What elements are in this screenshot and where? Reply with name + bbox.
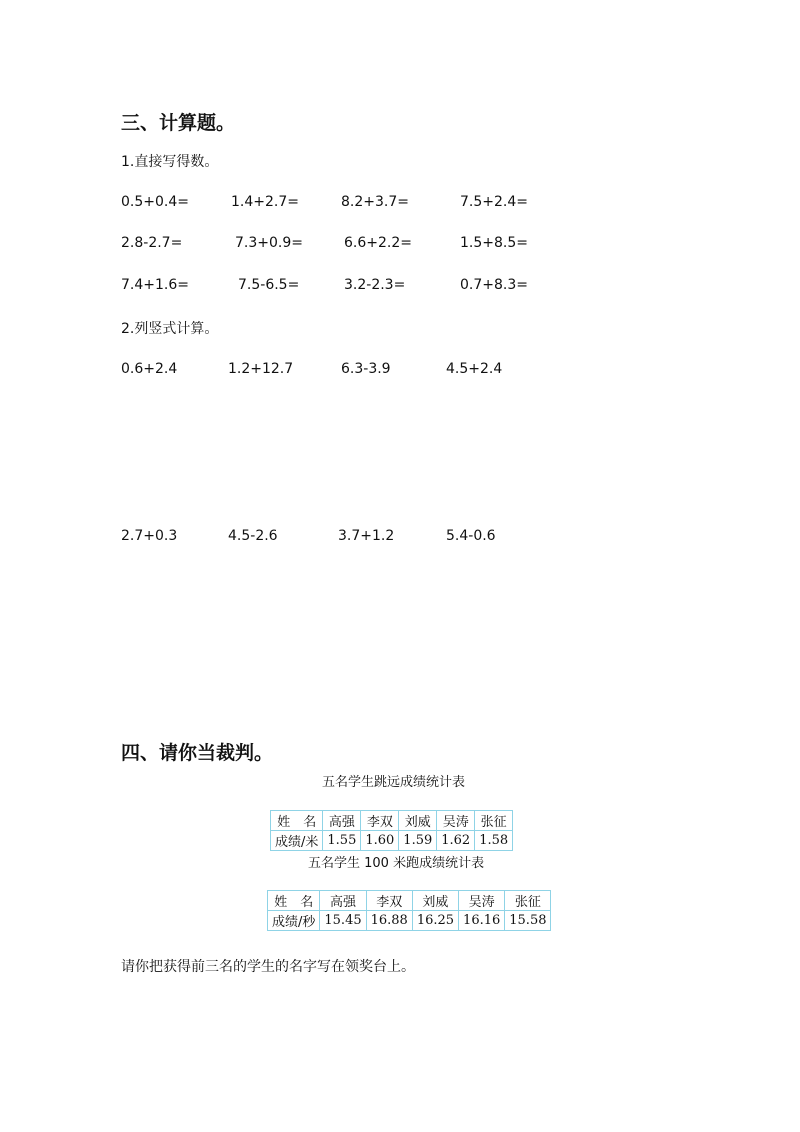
expression: 0.5+0.4= [121, 194, 189, 210]
vertical-calc-expression: 5.4-0.6 [446, 528, 496, 544]
table1-caption: 五名学生跳远成绩统计表 [322, 775, 466, 790]
vertical-calc-expression: 3.7+1.2 [338, 528, 395, 544]
table-header-row [271, 811, 513, 831]
table-header-row [268, 891, 551, 911]
table-cell: 15.45 [320, 911, 366, 931]
table-cell: 吴涛 [437, 811, 475, 831]
table-cell: 成绩/米 [271, 831, 323, 851]
table-cell: 1.62 [437, 831, 475, 851]
table-row [271, 831, 513, 851]
table-cell: 张征 [505, 891, 551, 911]
part2-title: 2.列竖式计算。 [121, 321, 219, 337]
vertical-calc-expression: 2.7+0.3 [121, 528, 178, 544]
section4-title: 四、请你当裁判。 [121, 742, 274, 764]
table-cell: 吴涛 [459, 891, 505, 911]
sprint-table [267, 890, 551, 931]
table-row [268, 911, 551, 931]
table-cell: 高强 [320, 891, 366, 911]
vertical-calc-expression: 4.5-2.6 [228, 528, 278, 544]
expression: 7.5+2.4= [460, 194, 528, 210]
section3-title: 三、计算题。 [121, 112, 236, 134]
table-cell: 姓 名 [268, 891, 320, 911]
table-cell: 16.25 [412, 911, 458, 931]
vertical-calc-expression: 1.2+12.7 [228, 361, 294, 377]
expression: 7.3+0.9= [235, 235, 303, 251]
vertical-calc-expression: 4.5+2.4 [446, 361, 503, 377]
table-cell: 16.16 [459, 911, 505, 931]
table-cell: 李双 [361, 811, 399, 831]
expression: 6.6+2.2= [344, 235, 412, 251]
table-cell: 1.55 [323, 831, 361, 851]
table-cell: 1.60 [361, 831, 399, 851]
table-cell: 刘威 [399, 811, 437, 831]
expression: 8.2+3.7= [341, 194, 409, 210]
expression: 1.4+2.7= [231, 194, 299, 210]
vertical-calc-expression: 0.6+2.4 [121, 361, 178, 377]
table-cell: 李双 [366, 891, 412, 911]
expression: 1.5+8.5= [460, 235, 528, 251]
expression: 3.2-2.3= [344, 277, 406, 293]
expression: 7.5-6.5= [238, 277, 300, 293]
table-cell: 刘威 [412, 891, 458, 911]
vertical-calc-expression: 6.3-3.9 [341, 361, 391, 377]
table-cell: 成绩/秒 [268, 911, 320, 931]
expression: 2.8-2.7= [121, 235, 183, 251]
instruction-text: 请你把获得前三名的学生的名字写在领奖台上。 [121, 959, 415, 975]
part1-title: 1.直接写得数。 [121, 154, 219, 170]
expression: 7.4+1.6= [121, 277, 189, 293]
table-cell: 张征 [475, 811, 513, 831]
table-cell: 姓 名 [271, 811, 323, 831]
table-cell: 15.58 [505, 911, 551, 931]
long-jump-table [270, 810, 513, 851]
expression: 0.7+8.3= [460, 277, 528, 293]
table-cell: 1.58 [475, 831, 513, 851]
table-cell: 1.59 [399, 831, 437, 851]
table-cell: 高强 [323, 811, 361, 831]
table-cell: 16.88 [366, 911, 412, 931]
table2-caption: 五名学生 100 米跑成绩统计表 [308, 856, 485, 871]
